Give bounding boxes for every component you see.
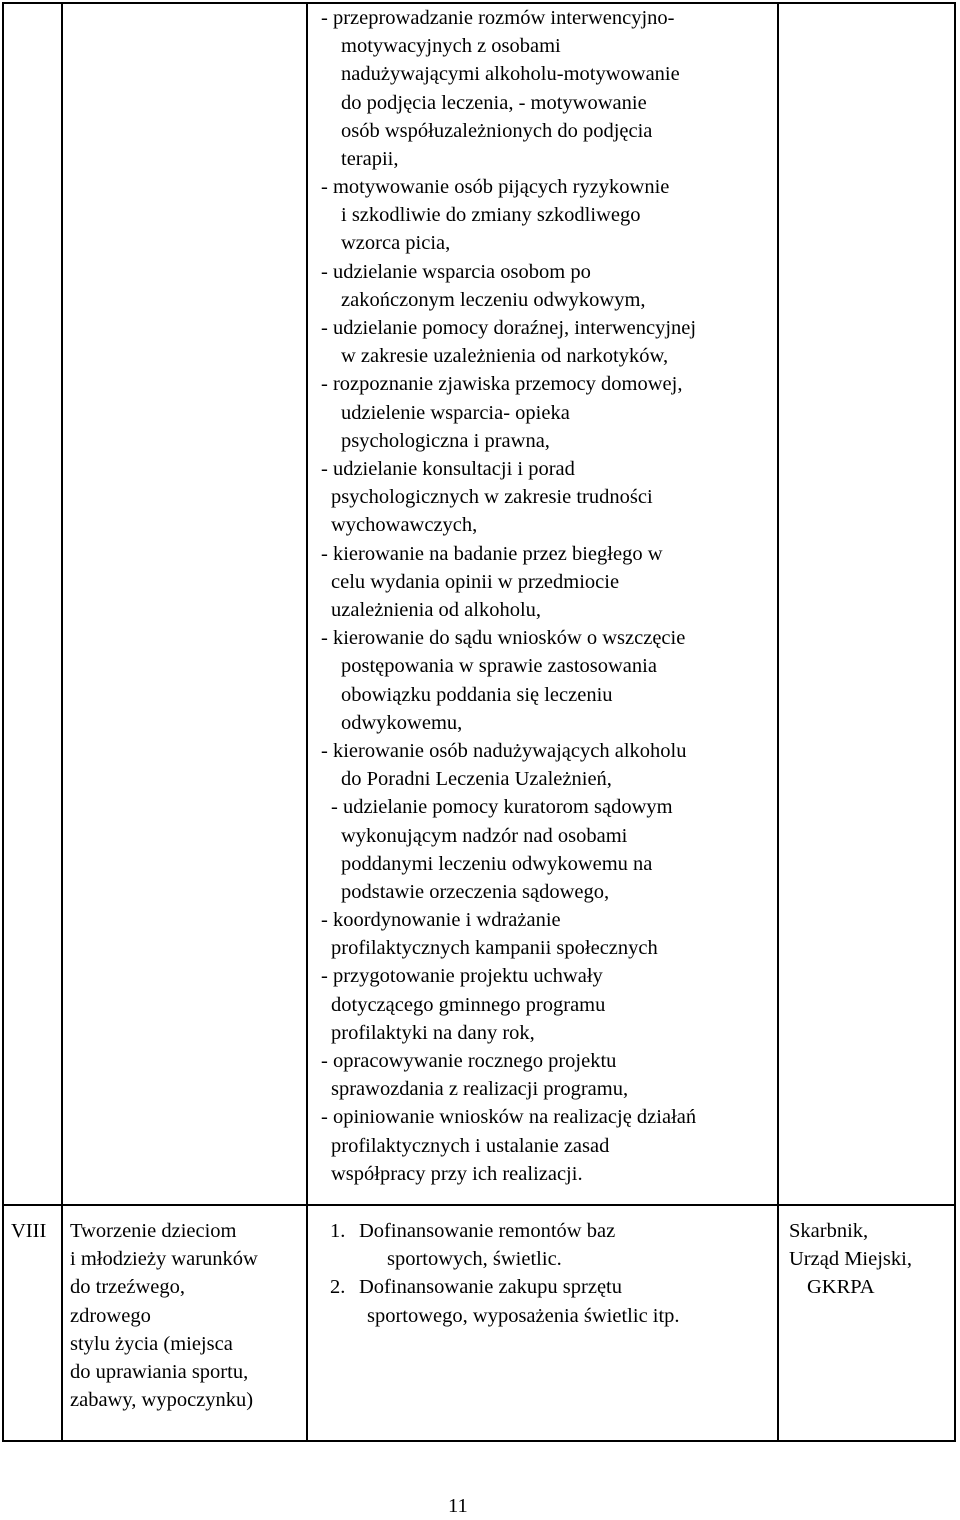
objective-line: i młodzieży warunków [70, 1248, 258, 1270]
row-divider [2, 1204, 956, 1206]
task-line: zakończonym leczeniu odwykowym, [341, 289, 646, 311]
responsible-line: Urząd Miejski, [789, 1248, 912, 1270]
task-line: psychologicznych w zakresie trudności [331, 486, 653, 508]
task-line: Dofinansowanie remontów baz [359, 1220, 616, 1242]
objective-line: do uprawiania sportu, [70, 1361, 249, 1383]
task-line: wychowawczych, [331, 514, 478, 536]
table-border-right [954, 2, 956, 1442]
task-number: 2. [330, 1276, 346, 1298]
task-line: profilaktycznych kampanii społecznych [331, 937, 658, 959]
objective-line: zabawy, wypoczynku) [70, 1389, 254, 1411]
task-line: - rozpoznanie zjawiska przemocy domowej, [321, 373, 683, 395]
task-line: motywacyjnych z osobami [341, 35, 561, 57]
task-line: obowiązku poddania się leczeniu [341, 684, 613, 706]
task-line: postępowania w sprawie zastosowania [341, 655, 657, 677]
task-line: Dofinansowanie zakupu sprzętu [359, 1276, 622, 1298]
task-line: - motywowanie osób pijących ryzykownie [321, 176, 670, 198]
objective-line: stylu życia (miejsca [70, 1333, 233, 1355]
task-line: psychologiczna i prawna, [341, 430, 550, 452]
task-line: celu wydania opinii w przedmiocie [331, 571, 620, 593]
task-line: osób współuzależnionych do podjęcia [341, 120, 653, 142]
task-line: do podjęcia leczenia, - motywowanie [341, 92, 647, 114]
task-line: nadużywającymi alkoholu-motywowanie [341, 63, 680, 85]
objective-line: Tworzenie dzieciom [70, 1220, 237, 1242]
task-line: - udzielanie wsparcia osobom po [321, 261, 591, 283]
task-line: sportowych, świetlic. [387, 1248, 562, 1270]
task-line: poddanymi leczeniu odwykowemu na [341, 853, 653, 875]
task-number: 1. [330, 1220, 346, 1242]
task-line: - opracowywanie rocznego projektu [321, 1050, 617, 1072]
objective-line: zdrowego [70, 1305, 151, 1327]
task-line: w zakresie uzależnienia od narkotyków, [341, 345, 669, 367]
task-line: udzielenie wsparcia- opieka [341, 402, 570, 424]
task-line: - przygotowanie projektu uchwały [321, 965, 603, 987]
column-divider-3 [777, 2, 779, 1442]
task-line: współpracy przy ich realizacji. [331, 1163, 583, 1185]
task-line: podstawie orzeczenia sądowego, [341, 881, 610, 903]
task-line: - przeprowadzanie rozmów interwencyjno- [321, 7, 675, 29]
column-divider-1 [61, 2, 63, 1442]
task-line: - kierowanie na badanie przez biegłego w [321, 543, 663, 565]
task-line: odwykowemu, [341, 712, 463, 734]
objective-line: do trzeźwego, [70, 1276, 185, 1298]
page-number: 11 [448, 1495, 468, 1517]
task-line: do Poradni Leczenia Uzależnień, [341, 768, 612, 790]
task-line: terapii, [341, 148, 399, 170]
task-line: - udzielanie pomocy doraźnej, interwencyjnej [321, 317, 697, 339]
task-line: wzorca picia, [341, 232, 451, 254]
responsible-line: GKRPA [807, 1276, 875, 1298]
task-line: dotyczącego gminnego programu [331, 994, 606, 1016]
task-line: - udzielanie pomocy kuratorom sądowym [331, 796, 673, 818]
task-line: wykonującym nadzór nad osobami [341, 825, 628, 847]
task-line: profilaktyki na dany rok, [331, 1022, 535, 1044]
table-border-bottom [2, 1440, 956, 1442]
task-line: uzależnienia od alkoholu, [331, 599, 542, 621]
task-line: i szkodliwie do zmiany szkodliwego [341, 204, 641, 226]
task-line: - kierowanie osób nadużywających alkoholu [321, 740, 687, 762]
table-border-left [2, 2, 4, 1442]
task-line: - kierowanie do sądu wniosków o wszczęcie [321, 627, 686, 649]
task-line: - koordynowanie i wdrażanie [321, 909, 561, 931]
task-line: - udzielanie konsultacji i porad [321, 458, 575, 480]
task-line: sprawozdania z realizacji programu, [331, 1078, 629, 1100]
task-line: profilaktycznych i ustalanie zasad [331, 1135, 610, 1157]
column-divider-2 [306, 2, 308, 1442]
task-line: - opiniowanie wniosków na realizację działań [321, 1106, 697, 1128]
task-line: sportowego, wyposażenia świetlic itp. [367, 1305, 680, 1327]
responsible-line: Skarbnik, [789, 1220, 869, 1242]
row-number: VIII [11, 1220, 47, 1242]
